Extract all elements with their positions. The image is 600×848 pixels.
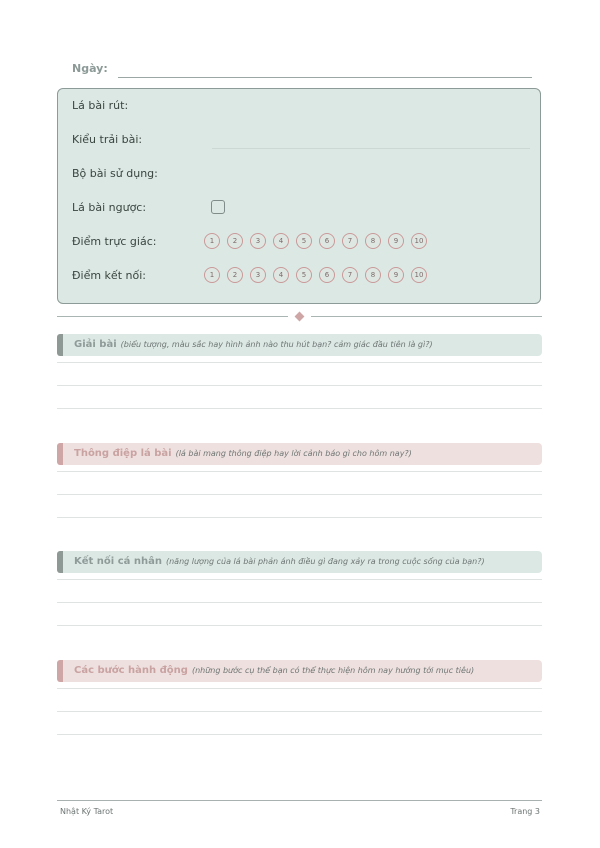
intuition-score-circle[interactable]: 4 (273, 233, 289, 249)
writing-line[interactable] (57, 625, 542, 626)
connection-score-circle[interactable]: 2 (227, 267, 243, 283)
intuition-score-circle[interactable]: 8 (365, 233, 381, 249)
section-header-text (74, 339, 433, 350)
connection-score-circle[interactable]: 5 (296, 267, 312, 283)
writing-line[interactable] (57, 579, 542, 580)
spread-type-line[interactable] (212, 148, 530, 149)
connection-score-label: Điểm kết nối: (72, 269, 146, 282)
section-header-text (74, 448, 412, 459)
section-header (57, 443, 542, 465)
intuition-score-circle[interactable]: 7 (342, 233, 358, 249)
writing-line[interactable] (57, 385, 542, 386)
connection-score-circle[interactable]: 7 (342, 267, 358, 283)
page-number: Trang 3 (510, 807, 540, 816)
date-label: Ngày: (72, 62, 108, 75)
connection-score-circle[interactable]: 10 (411, 267, 427, 283)
card-drawn-label: Lá bài rút: (72, 99, 129, 112)
connection-score-circle[interactable]: 4 (273, 267, 289, 283)
deck-used-label: Bộ bài sử dụng: (72, 167, 158, 180)
writing-line[interactable] (57, 471, 542, 472)
intuition-score-circle[interactable]: 5 (296, 233, 312, 249)
divider-right (311, 316, 542, 317)
connection-score-circle[interactable]: 8 (365, 267, 381, 283)
date-input-line[interactable] (118, 77, 532, 78)
section-title: Kết nối cá nhân (74, 556, 162, 567)
writing-line[interactable] (57, 408, 542, 409)
writing-line[interactable] (57, 734, 542, 735)
writing-line[interactable] (57, 711, 542, 712)
writing-line[interactable] (57, 602, 542, 603)
connection-score-circle[interactable]: 6 (319, 267, 335, 283)
writing-line[interactable] (57, 517, 542, 518)
section-title: Thông điệp lá bài (74, 448, 172, 459)
diamond-ornament (295, 312, 305, 322)
intuition-score-circle[interactable]: 9 (388, 233, 404, 249)
spread-type-label: Kiểu trải bài: (72, 133, 143, 146)
writing-line[interactable] (57, 362, 542, 363)
date-row (72, 62, 532, 80)
footer-title: Nhật Ký Tarot (60, 807, 114, 816)
section-hint: (những bước cụ thể bạn có thể thực hiện hôm nay hướng tới mục tiêu) (191, 666, 475, 675)
section-header (57, 660, 542, 682)
intuition-score-label: Điểm trực giác: (72, 235, 157, 248)
writing-line[interactable] (57, 494, 542, 495)
section-hint: (lá bài mang thông điệp hay lời cảnh báo gì cho hôm nay?) (175, 449, 412, 458)
writing-line[interactable] (57, 688, 542, 689)
intuition-score-circle[interactable]: 2 (227, 233, 243, 249)
connection-score-circle[interactable]: 3 (250, 267, 266, 283)
section-title: Giải bài (74, 339, 117, 350)
section-accent-bar (57, 334, 63, 356)
reversed-checkbox[interactable] (211, 200, 225, 214)
section-accent-bar (57, 660, 63, 682)
reversed-label: Lá bài ngược: (72, 201, 147, 214)
card-info-box (57, 88, 541, 304)
section-hint: (biểu tượng, màu sắc hay hình ảnh nào thu hút bạn? cảm giác đầu tiên là gì?) (120, 340, 433, 349)
intuition-score-circle[interactable]: 3 (250, 233, 266, 249)
section-hint: (năng lượng của lá bài phản ánh điều gì đang xảy ra trong cuộc sống của bạn?) (165, 557, 485, 566)
section-header (57, 551, 542, 573)
divider-left (57, 316, 288, 317)
footer-divider (57, 800, 542, 801)
intuition-score-circle[interactable]: 1 (204, 233, 220, 249)
section-header-text (74, 665, 474, 676)
section-title: Các bước hành động (74, 665, 188, 676)
section-accent-bar (57, 443, 63, 465)
intuition-score-circle[interactable]: 10 (411, 233, 427, 249)
section-header-text (74, 556, 485, 567)
connection-score-circle[interactable]: 9 (388, 267, 404, 283)
intuition-score-circle[interactable]: 6 (319, 233, 335, 249)
section-accent-bar (57, 551, 63, 573)
connection-score-circle[interactable]: 1 (204, 267, 220, 283)
section-header (57, 334, 542, 356)
